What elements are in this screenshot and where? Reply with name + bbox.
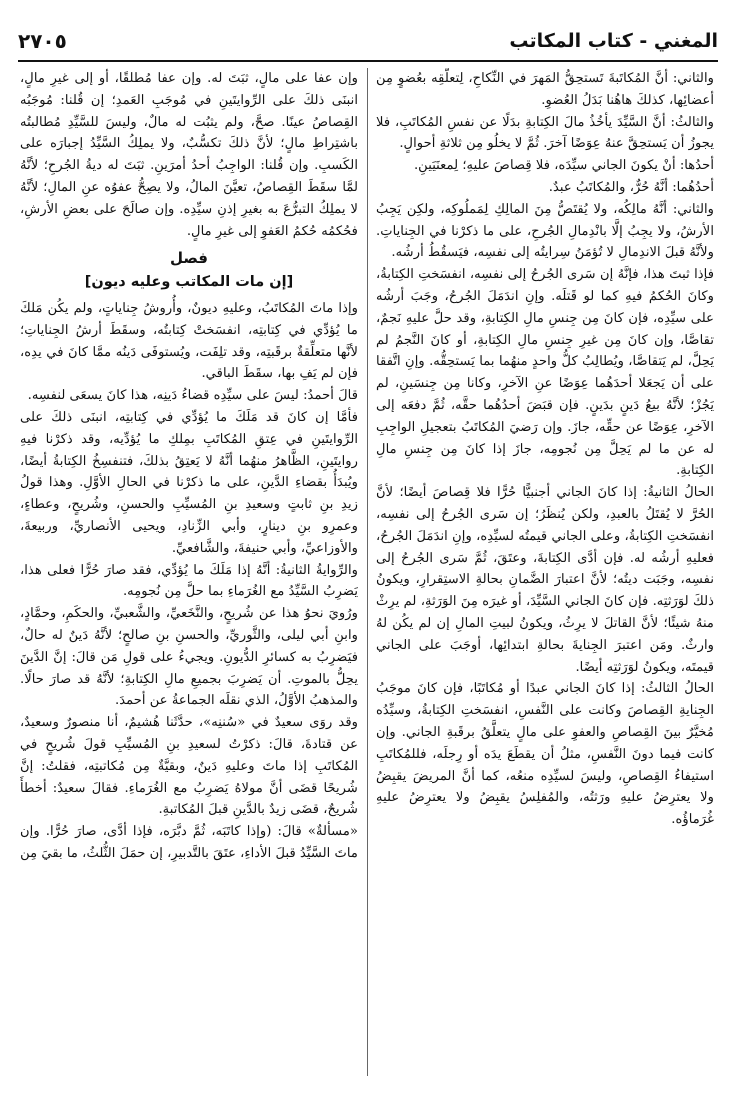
right-paragraph: الحالُ الثانيةُ: إذا كانَ الجاني أجنبيًّا حُرًّا فلا قِصاصَ أيضًا؛ لأنَّ الحُرَّ لا يُقتَلُ بالعبدِ، ولكن يُنظَرُ؛ إن سَرى الجُرحُ إلى نفسِه، انفسَختِ الكِتابةُ، وعلى الجاني قيمتُه لسيِّدِه، وإنِ اندَمَلَ الجُرحُ، فعليهِ أرشُه له. فإن أدَّى الكِتابةَ، وعتَقَ، ثُمَّ سَرى الجُرحُ إلى نفسِه، وجَبَت ديتُه؛ لأنَّ اعتبارَ الضَّمانِ بحالةِ الاستِقرارِ، ويكونُ ذلكَ لوَرَثتِه. فإن كانَ الجاني السَّيِّدَ، أو غيرَه مِنَ الوَرَثةِ، لم يرِثْ منهُ شيئًا؛ لأنَّ القاتلَ لا يرِثُ، ويكونُ لبيتِ المالِ إن لم يكُن لهُ وارثٌ. ومَن اعتبرَ الجِنايةَ بحالةِ ابتدائِها، أوجَبَ على الجاني قيمتَه، ويكونُ لوَرَثتِه أيضًا. <box>376 485 714 675</box>
left-paragraph: «مسألةٌ» قالَ: (وإذا كاتَبَه، ثُمَّ دبَّرَه، فإذا أدَّى، صارَ حُرًّا. وإن ماتَ السَّيِّدُ قبلَ الأداءِ، عتَقَ بالتَّدبيرِ، إن حمَلَ الثُّلثُ، ما بقيَ مِن <box>20 824 358 861</box>
section-heading: فصل <box>170 249 208 268</box>
page-header <box>18 26 718 56</box>
header-rule <box>18 60 718 62</box>
page-number: ٢٧٠٥ <box>18 29 67 53</box>
left-paragraph: فأمَّا إن كانَ قد مَلَكَ ما يُؤدِّي في كِتابتِه، انبنَى ذلكَ على الرِّوايتَينِ في عِتقِ المُكاتَبِ بمِلكِ ما يُؤدِّيه، وقد ذكرْنا فيهِ روايتَينِ، الظَّاهرُ منهُما أنَّهُ لا يَعتِقُ بذلكَ، فتنفسِخُ الكِتابةُ أيضًا، ويُبدَأُ بقضاءِ الدَّينِ، على ما ذكرْنا في الحالِ الأوَّلِ. وهذا قولُ زيدِ بنِ ثابتٍ وسعيدِ بنِ المُسيِّبِ والحسنِ، وشُريحٍ، وعطاءٍ، وعمرِو بنِ دينارٍ، وأبي الزِّنادِ، ويحيى الأنصاريِّ، وربيعةَ، والأوزاعيِّ، وأبي حنيفةَ، والشَّافعيِّ. <box>20 409 358 556</box>
right-paragraph: أحدُهُما: أنَّهُ حُرٌّ، والمُكاتَبُ عبدٌ. <box>548 179 714 195</box>
right-column <box>376 68 714 1078</box>
right-paragraph: والثاني: أنَّهُ مالِكُه، ولا يُقتَصُّ مِنَ المالِكِ لِمَملُوكِه، ولكِن يَجِبُ الأرشُ، ولا يجِبُ إلَّا بانْدِمالِ الجُرحِ، على ما ذكرْنا في الجِناياتِ. ولأنَّهُ قبلَ الاندِمالِ لا تُؤمَنُ سِرايتُه إلى نفسِه، فيَسقُطُ أرشُه. <box>376 201 714 261</box>
right-paragraph: والثاني: أنَّ المُكاتَبةَ تَستحِقُّ المَهرَ في النِّكاحِ، لِتعلُّقِه بعُضوٍ مِن أعضائِها، كذلكَ هاهُنا بَدَلُ العُضوِ. <box>376 71 714 108</box>
left-paragraph: ورُويَ نحوُ هذا عن شُريحٍ، والنَّخَعيِّ، والشَّعبيِّ، والحكَمِ، وحمَّادٍ، وابنِ أبي ليلى، والثَّوريِّ، والحسنِ بنِ صالحٍ؛ لأنَّهُ دَينٌ له حالٌ، فيَضرِبُ به كسائرِ الدُّيونِ. ويجيءُ على قولِ مَن قالَ: إنَّ الدَّينَ يحِلُّ بالموتِ. أن يَضرِبَ بجميعِ مالِ الكِتابةِ؛ لأنَّهُ قد صارَ حالًا. والمذهبُ الأوَّلُ، الذي نقلَه الجماعةُ عن أحمدَ. <box>20 606 358 709</box>
right-paragraph: فإذا ثبتَ هذا، فإنَّهُ إن سَرى الجُرحُ إلى نفسِه، انفسَختِ الكِتابةُ، وكانَ الحُكمُ فيهِ كما لو قَتلَه. وإنِ اندَمَلَ الجُرحُ، وجَبَ أرشُه على سيِّدِه، فإن كانَ مِن جِنسِ مالِ الكِتابةِ، وقد حلَّ عليهِ نَجمٌ، تقاصَّا، وإن كانَ مِن غيرِ جِنسِ مالِ الكِتابةِ، أو كانَ النَّجمُ لم يَحِلَّ، لم يَتقاصَّا، ويُطالِبُ كلُّ واحدٍ منهُما بما يَستحِقُّه. وإنِ اتَّفقا على أن يَجعَلا أحدَهُما عِوَضًا عنِ الآخرِ، وكانا مِن جِنسَينِ، لم يَجُزْ؛ لأنَّهُ بيعُ دَينٍ بدَينٍ. فإن قبَضَ أحدُهُما حقَّه، ثُمَّ دفعَه إلى الآخرِ، عِوَضًا عن حقِّه، جازَ. وإن رَضيَ المُكاتَبُ بتعجيلِ الواجِبِ له عن ما لم يَحِلَّ مِن نُجومِه، جازَ إذا كانَ مِن جِنسِ مالِ الكِتابةِ. <box>376 267 714 479</box>
left-intro-paragraph: وإن عفا على مالٍ، ثبَتَ له. وإن عفا مُطلقًا، أو إلى غيرِ مالٍ، انبنَى ذلكَ على الرِّوايتَينِ في مُوجَبِ العَمدِ؛ إن قُلنا: مُوجَبُه القِصاصُ عينًا. صحَّ، ولم يثبُت له مالٌ، وليسَ للسَّيِّدِ مُطالبتُه باشتِراطِ مالٍ؛ لأنَّ ذلكَ تكسُّبٌ، ولا يملِكُ السَّيِّدُ إجبارَه على الكَسبِ. وإن قُلنا: الواجِبُ أحدُ أمرَينِ. ثبَتَ له ديةُ الجُرحِ؛ لأنَّهُ لمَّا سقَطَ القِصاصُ، تعيَّنَ المالُ، ولا يصِحُّ عفوُه عنِ المالِ؛ لأنَّهُ لا يملِكُ التبرُّعَ به بغيرِ إذنِ سيِّدِه. وإن صالَحَ على بعضِ الأرشِ، فحُكمُه حُكمُ العَفوِ إلى غيرِ مالٍ. <box>20 71 358 239</box>
left-paragraph: والرِّوايةُ الثانيةُ: أنَّهُ إذا مَلَكَ ما يُؤدِّي، فقد صارَ حُرًّا فعلى هذا، يَضرِبُ السَّيِّدُ مع الغُرَماءِ بما حلَّ مِن نُجومِه. <box>20 562 358 600</box>
left-paragraph: وإذا ماتَ المُكاتَبُ، وعليهِ ديونٌ، وأُروشُ جِناياتٍ، ولم يكُن مَلكَ ما يُؤدِّي في كِتابتِه، انفسَختْ كِتابتُه، وسقَطَ أرشُ الجِناياتِ؛ لأنَّها متعلِّقةٌ برقَبتِه، وقد تلِفَت، ويُستوفَى دَينُه ممَّا كانَ في يدِه، فإن لم يَفِ بها، سقَطَ الباقي. <box>20 300 358 382</box>
right-paragraph: أحدُها: أنْ يكونَ الجاني سيِّدَه، فلا قِصاصَ عليهِ؛ لِمعنَيَينِ. <box>413 158 714 174</box>
section-subheading: [إن مات المكاتب وعليه ديون] <box>84 274 294 291</box>
right-paragraph: الحالُ الثالثُ: إذا كانَ الجاني عبدًا أو مُكاتَبًا، فإن كانَ موجَبُ الجِنايةِ القِصاصَ وكانت على النَّفسِ، انفسَختِ الكِتابةُ، وسيِّدُه مُخيَّرٌ بينَ القِصاصِ والعفوِ على مالٍ يتعلَّقُ برقَبةِ الجاني. وإن كانت فيما دونَ النَّفسِ، مثلُ أن يقطَعَ يدَه أو رِجلَه، فللمُكاتَبِ استيفاءُ القِصاصِ، وليسَ لسيِّدِه منعُه، كما أنَّ المريضَ يقبِضُ ولا يعترِضُ عليهِ ورَثتُه، والمُفلِسُ يقبِضُ ولا يعترِضُ عليهِ غُرَماؤُه. <box>376 681 714 828</box>
left-paragraph: قالَ أحمدُ: ليسَ على سيِّدِه قضاءُ دَينِه، هذا كانَ يسعَى لنفسِه. <box>27 388 358 404</box>
right-paragraph: والثالثُ: أنَّ السَّيِّدَ يأخُذُ مالَ الكِتابةِ بدَلًا عن نفسِ المُكاتَبِ، فلا يجوزُ أن يَستحِقَّ عنهُ عِوَضًا آخرَ. ثُمَّ لا يخلُو مِن ثلاثةِ أحوالٍ. <box>376 114 714 152</box>
running-title: المغني - كتاب المكاتب <box>509 30 718 52</box>
column-divider <box>367 68 368 1076</box>
left-column <box>20 68 358 1078</box>
left-paragraph: وقد روَى سعيدٌ في «سُننِه»، حدَّثَنا هُشيمٌ، أنا منصورٌ وسعيدٌ، عن قتادةَ، قالَ: ذكرْتُ لسعيدِ بنِ المُسيِّبِ قولَ شُريحٍ في المُكاتَبِ إذا ماتَ وعليهِ دَينٌ، وبقيَّةٌ مِن مُكاتبتِه، فقلتُ: إنَّ شُريحًا قضَى أنَّ مولاهُ يَضرِبُ مع الغُرَماءِ. فقالَ سعيدٌ: أخطأَ شُريحٌ، قضَى زيدٌ بالدَّينِ قبلَ المُكاتبةِ. <box>20 715 358 818</box>
